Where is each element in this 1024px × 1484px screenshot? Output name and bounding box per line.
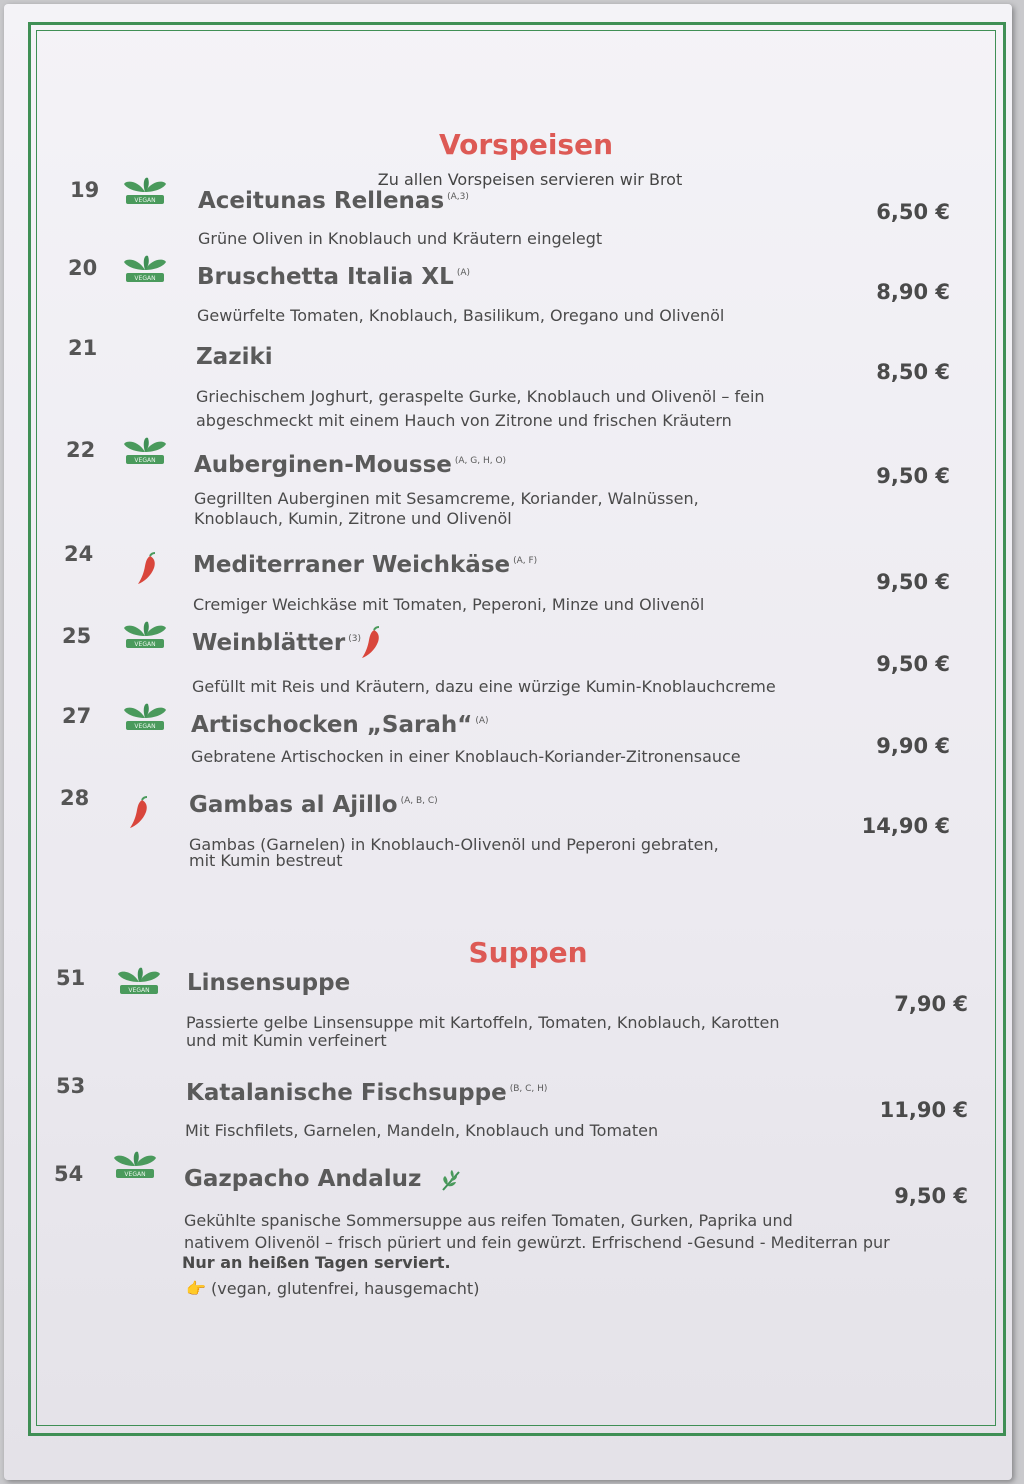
chili-icon [132, 552, 162, 586]
item-price: 9,90 € [876, 734, 950, 758]
vegan-badge-label: VEGAN [134, 457, 156, 464]
item-description: Gegrillten Auberginen mit Sesamcreme, Koriander, Walnüssen, [194, 489, 699, 508]
pointing-hand-icon: 👉 [186, 1279, 206, 1298]
item-description: abgeschmeckt mit einem Hauch von Zitrone und frischen Kräutern [196, 411, 732, 430]
item-number: 20 [68, 256, 98, 280]
item-name: Linsensuppe [187, 970, 351, 996]
vegan-icon [120, 436, 170, 466]
vegan-icon [120, 176, 170, 206]
item-name: Bruschetta Italia XL $^{(A)}$ [197, 264, 471, 290]
item-number: 22 [66, 438, 96, 462]
item-allergens: (3) [348, 634, 361, 645]
item-description: Gebratene Artischocken in einer Knoblauch-Koriander-Zitronensauce [191, 747, 741, 766]
item-name: Weinblätter $^{(3)}$ [192, 630, 361, 656]
item-price: 8,50 € [876, 360, 950, 384]
item-name: Artischocken „Sarah“ $^{(A)}$ [191, 712, 489, 738]
item-description: Passierte gelbe Linsensuppe mit Kartoffeln, Tomaten, Knoblauch, Karotten [186, 1013, 780, 1032]
vegan-badge-label: VEGAN [134, 275, 156, 282]
vegan-badge-label: VEGAN [134, 723, 156, 730]
vegan-icon [120, 702, 170, 732]
item-name: Auberginen-Mousse $^{(A, G, H, O)}$ [194, 452, 507, 478]
item-number: 24 [64, 542, 94, 566]
item-tags: 👉 (vegan, glutenfrei, hausgemacht) [186, 1279, 480, 1298]
item-allergens: (A, B, C) [400, 796, 438, 807]
item-price: 9,50 € [876, 652, 950, 676]
item-price: 9,50 € [876, 464, 950, 488]
vegan-icon [110, 1150, 160, 1180]
item-price: 7,90 € [894, 992, 968, 1016]
soups-title: Suppen [468, 936, 588, 969]
vegan-icon [120, 620, 170, 650]
item-description: Knoblauch, Kumin, Zitrone und Olivenöl [194, 509, 512, 528]
vegan-badge-label: VEGAN [128, 987, 150, 994]
item-description: nativem Olivenöl – frisch püriert und fein gewürzt. Erfrischend -Gesund - Mediterran pur [184, 1233, 890, 1252]
item-allergens: (B, C, H) [509, 1084, 548, 1095]
item-description: Gambas (Garnelen) in Knoblauch-Olivenöl und Peperoni gebraten, [189, 835, 719, 854]
item-description: Griechischem Joghurt, geraspelte Gurke, Knoblauch und Olivenöl – fein [196, 387, 765, 406]
item-price: 11,90 € [879, 1098, 968, 1122]
item-allergens: (A, F) [513, 556, 538, 567]
item-number: 25 [62, 624, 92, 648]
chili-icon [124, 796, 154, 830]
item-name: Mediterraner Weichkäse $^{(A, F)}$ [193, 552, 538, 578]
item-name: Zaziki [196, 344, 273, 370]
leaf-icon [439, 1168, 465, 1192]
item-number: 28 [60, 786, 90, 810]
item-description: und mit Kumin verfeinert [186, 1031, 387, 1050]
item-description: Gekühlte spanische Sommersuppe aus reifen Tomaten, Gurken, Paprika und [184, 1211, 793, 1230]
chili-icon [356, 626, 386, 660]
item-description: Cremiger Weichkäse mit Tomaten, Peperoni, Minze und Olivenöl [193, 595, 705, 614]
vegan-icon [114, 966, 164, 996]
item-number: 51 [56, 966, 86, 990]
starters-title: Vorspeisen [438, 128, 614, 161]
item-number: 27 [62, 704, 92, 728]
item-name: Gambas al Ajillo $^{(A, B, C)}$ [189, 792, 438, 818]
item-number: 21 [68, 336, 98, 360]
item-price: 9,50 € [876, 570, 950, 594]
vegan-badge-label: VEGAN [124, 1171, 146, 1178]
item-price: 14,90 € [861, 814, 950, 838]
item-price: 6,50 € [876, 200, 950, 224]
vegan-icon [120, 254, 170, 284]
item-description: Grüne Oliven in Knoblauch und Kräutern eingelegt [198, 229, 603, 248]
item-name: Gazpacho Andaluz [184, 1166, 465, 1192]
item-allergens: (A) [456, 268, 471, 279]
starters-subtitle: Zu allen Vorspeisen servieren wir Brot [377, 170, 683, 189]
vegan-badge-label: VEGAN [134, 641, 156, 648]
item-price: 9,50 € [894, 1184, 968, 1208]
item-description: Gefüllt mit Reis und Kräutern, dazu eine würzige Kumin-Knoblauchcreme [192, 677, 776, 696]
vegan-badge-label: VEGAN [134, 197, 156, 204]
item-price: 8,90 € [876, 280, 950, 304]
item-description: Gewürfelte Tomaten, Knoblauch, Basilikum, Oregano und Olivenöl [197, 306, 725, 325]
item-allergens: (A,3) [447, 192, 469, 203]
item-number: 53 [56, 1074, 86, 1098]
item-name: Katalanische Fischsuppe $^{(B, C, H)}$ [186, 1080, 548, 1106]
item-description: Mit Fischfilets, Garnelen, Mandeln, Knoblauch und Tomaten [185, 1121, 659, 1140]
item-name: Aceitunas Rellenas $^{(A,3)}$ [198, 188, 469, 214]
item-allergens: (A, G, H, O) [454, 456, 507, 467]
item-allergens: (A) [475, 716, 489, 727]
item-note: Nur an heißen Tagen serviert. [182, 1253, 451, 1272]
item-description: mit Kumin bestreut [189, 851, 343, 870]
item-number: 54 [54, 1162, 84, 1186]
item-number: 19 [70, 178, 100, 202]
